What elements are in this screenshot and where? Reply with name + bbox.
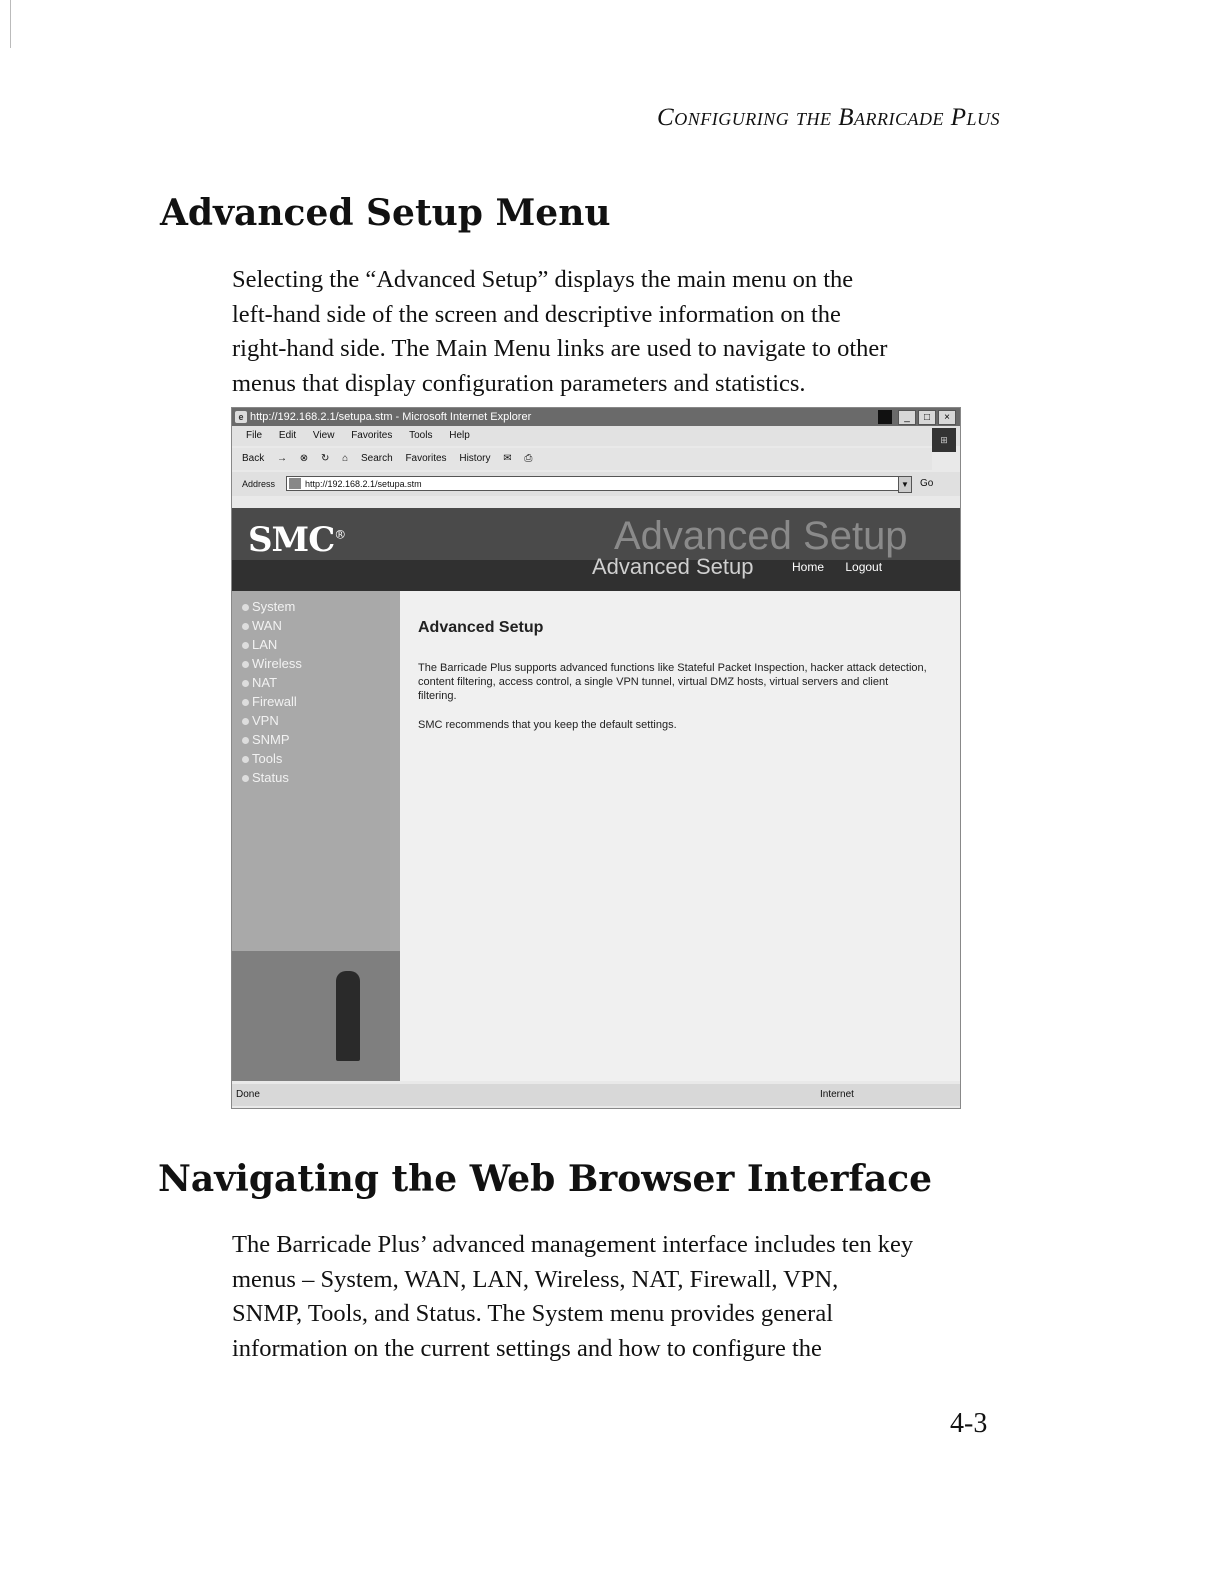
nav-item-tools[interactable]: Tools (242, 749, 302, 768)
paragraph-line: The Barricade Plus’ advanced management interface includes ten key (232, 1231, 914, 1258)
main-menu-sidebar (232, 591, 400, 1081)
minimize-icon[interactable]: _ (898, 410, 916, 425)
nav-item-nat[interactable]: NAT (242, 673, 302, 692)
window-title: http://192.168.2.1/setupa.stm - Microsoft Internet Explorer (250, 411, 532, 423)
nav-item-vpn[interactable]: VPN (242, 711, 302, 730)
mail-icon[interactable]: ✉ (503, 453, 512, 464)
window-block-icon (878, 410, 892, 424)
nav-item-wireless[interactable]: Wireless (242, 654, 302, 673)
windows-logo-icon: ⊞ (932, 428, 956, 452)
content-description: The Barricade Plus supports advanced functions like Stateful Packet Inspection, hacker attack detection, content filtering, access control, a single VPN tunnel, virtual DMZ hosts, virtual servers and client filtering. (418, 662, 927, 702)
ie-icon: e (235, 411, 247, 423)
home-link[interactable]: Home (792, 560, 825, 574)
nav-item-firewall[interactable]: Firewall (242, 692, 302, 711)
section-heading-advanced-setup: Advanced Setup Menu (160, 192, 611, 234)
menu-view[interactable]: View (312, 430, 335, 441)
maximize-icon[interactable]: □ (918, 410, 936, 425)
go-button[interactable]: Go (920, 478, 934, 489)
favorites-button[interactable]: Favorites (405, 453, 447, 464)
content-recommendation: SMC recommends that you keep the default settings. (418, 719, 677, 731)
section1-paragraph (232, 263, 1002, 401)
smc-banner (232, 508, 960, 591)
address-value: http://192.168.2.1/setupa.stm (305, 479, 422, 489)
sidebar-photo (232, 951, 400, 1081)
nav-item-lan[interactable]: LAN (242, 635, 302, 654)
window-titlebar (232, 408, 960, 426)
paragraph-line: Selecting the “Advanced Setup” displays the main menu on the (232, 266, 854, 293)
address-input[interactable] (286, 476, 900, 491)
content-pane (400, 591, 960, 1081)
status-done: Done (236, 1089, 260, 1100)
menu-edit[interactable]: Edit (278, 430, 297, 441)
browser-menubar (232, 426, 960, 446)
section2-paragraph (232, 1228, 1002, 1366)
menu-tools[interactable]: Tools (409, 430, 433, 441)
logout-link[interactable]: Logout (845, 560, 883, 574)
banner-subtitle: Advanced Setup (592, 554, 754, 579)
paragraph-line: menus that display configuration parameters and statistics. (232, 369, 806, 397)
search-button[interactable]: Search (360, 453, 393, 464)
address-label: Address (242, 479, 276, 489)
person-figure (336, 971, 360, 1061)
smc-logo: SMC® (248, 520, 346, 560)
banner-links (792, 560, 900, 574)
paragraph-line: left-hand side of the screen and descriptive information on the (232, 300, 841, 328)
page-icon (289, 478, 301, 489)
page-edge-mark (10, 0, 11, 48)
running-head: Configuring the Barricade Plus (657, 104, 1000, 131)
nav-item-snmp[interactable]: SNMP (242, 730, 302, 749)
page-number: 4-3 (950, 1408, 988, 1439)
history-button[interactable]: History (459, 453, 491, 464)
menu-file[interactable]: File (246, 430, 263, 441)
paragraph-line: SNMP, Tools, and Status. The System menu provides general (232, 1300, 834, 1327)
nav-item-status[interactable]: Status (242, 768, 302, 787)
print-icon[interactable]: ⎙ (524, 453, 533, 464)
forward-icon[interactable]: → (277, 453, 288, 464)
paragraph-line: menus – System, WAN, LAN, Wireless, NAT, Firewall, VPN, (232, 1265, 839, 1293)
nav-item-system[interactable]: System (242, 597, 302, 616)
back-button[interactable]: Back (242, 453, 265, 464)
content-title: Advanced Setup (418, 619, 544, 636)
address-bar (232, 472, 960, 496)
close-icon[interactable]: × (938, 410, 956, 425)
address-dropdown-icon[interactable]: ▼ (898, 476, 912, 493)
banner-title: Advanced Setup (614, 514, 908, 558)
stop-icon[interactable]: ⊗ (299, 453, 309, 464)
browser-toolbar (232, 448, 932, 470)
menu-favorites[interactable]: Favorites (351, 430, 393, 441)
paragraph-line: information on the current settings and how to configure the (232, 1334, 822, 1362)
browser-screenshot (231, 407, 961, 1109)
status-zone: Internet (820, 1089, 854, 1100)
section-heading-navigating: Navigating the Web Browser Interface (158, 1158, 933, 1200)
home-icon[interactable]: ⌂ (342, 453, 349, 464)
browser-statusbar (232, 1084, 960, 1106)
window-controls (878, 410, 956, 425)
nav-item-wan[interactable]: WAN (242, 616, 302, 635)
menu-help[interactable]: Help (449, 430, 470, 441)
paragraph-line: right-hand side. The Main Menu links are used to navigate to other (232, 335, 888, 362)
refresh-icon[interactable]: ↻ (320, 453, 330, 464)
